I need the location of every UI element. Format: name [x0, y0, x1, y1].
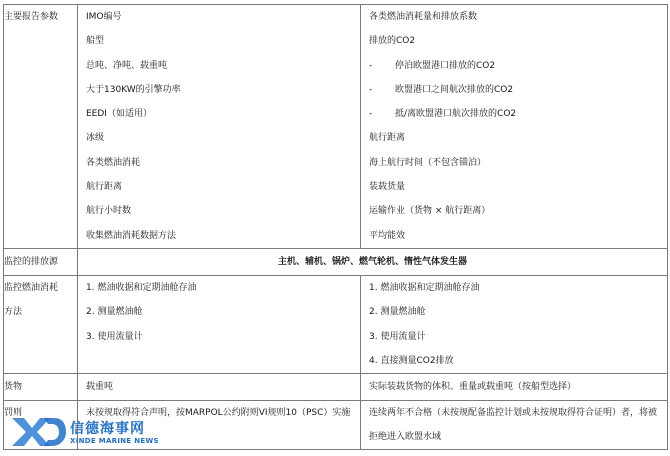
regulation-comparison-table: [3, 4, 668, 450]
list-item: 各类燃油消耗: [86, 157, 141, 168]
list-item: 载重吨: [86, 382, 114, 393]
list-item: 1. 燃油收据和定期油舱存油: [86, 282, 197, 293]
list-item: 连续两年不合格（未按规配备监控计划或未按规取得符合证明）者，将被拒绝进入欧盟水域: [369, 408, 658, 443]
logo-chinese-text: 信德海事网: [70, 421, 145, 437]
table-row: [4, 374, 668, 401]
dash-marker: -: [369, 109, 373, 120]
category-label: 罚则: [4, 408, 23, 419]
category-cell: [4, 5, 78, 249]
category-label: 监控的排放源: [4, 256, 59, 267]
list-item: 平均能效: [369, 230, 406, 241]
xinde-marine-news-logo: [10, 412, 160, 452]
imo-dcs-cell: [78, 5, 361, 249]
list-item: IMO编号: [86, 12, 122, 22]
list-item: 收集燃油消耗数据方法: [86, 230, 177, 241]
merged-cell: 主机、辅机、锅炉、燃气轮机、惰性气体发生器: [78, 248, 668, 275]
list-item: - 抵/离欧盟港口航次排放的CO2: [361, 102, 667, 126]
list-item: 2. 测量燃油舱: [369, 307, 426, 318]
table-row: [4, 248, 668, 275]
list-item: 航行距离: [369, 133, 406, 144]
list-item: 运输作业（货物 × 航行距离）: [369, 206, 491, 217]
list-item: 大于130KW的引擎功率: [86, 84, 181, 95]
list-item: 冰级: [86, 133, 105, 144]
xd-logo-icon: [10, 414, 66, 448]
eu-mrv-cell: [361, 401, 668, 450]
category-label: 主要报告参数: [4, 12, 59, 22]
list-item: 3. 使用流量计: [369, 331, 426, 342]
list-item: 排放的CO2: [369, 36, 416, 47]
list-item: 实际装载货物的体积、重量或载重吨（按船型选择）: [369, 382, 577, 393]
dash-marker: -: [369, 84, 373, 95]
dash-marker: -: [369, 60, 373, 71]
list-item: - 停泊欧盟港口排放的CO2: [361, 54, 667, 78]
table-row: [4, 275, 668, 373]
list-item: 2. 测量燃油舱: [86, 307, 143, 318]
list-item: 3. 使用流量计: [86, 331, 143, 342]
imo-dcs-cell: [78, 374, 361, 401]
list-item: 装载货量: [369, 182, 406, 193]
category-label: 监控燃油消耗: [4, 282, 59, 293]
imo-dcs-cell: [78, 275, 361, 373]
list-item: 航行小时数: [86, 206, 132, 217]
list-item: 未按规取得符合声明，按MARPOL公约附则VI规则10（PSC）实施: [86, 408, 351, 419]
category-label: 货物: [4, 382, 23, 393]
list-item: EEDI（如适用）: [86, 109, 152, 120]
list-item: 海上航行时间（不包含锚泊）: [369, 157, 487, 168]
table-row: [4, 5, 668, 249]
list-item: 总吨、净吨、载重吨: [86, 60, 168, 71]
logo-english-text: XINDE MARINE NEWS: [70, 437, 159, 445]
category-cell: [4, 374, 78, 401]
list-item: 4. 直接测量CO2排放: [369, 355, 454, 366]
list-item: - 欧盟港口之间航次排放的CO2: [361, 78, 667, 102]
eu-mrv-cell: [361, 374, 668, 401]
category-cell: [4, 275, 78, 373]
category-label: 方法: [4, 307, 23, 318]
eu-mrv-cell: [361, 5, 668, 249]
list-item: 各类燃油消耗量和排放系数: [369, 12, 478, 22]
list-item: 船型: [86, 36, 105, 47]
category-cell: [4, 248, 78, 275]
eu-mrv-cell: [361, 275, 668, 373]
list-item: 航行距离: [86, 182, 123, 193]
list-item: 1. 燃油收据和定期油舱存油: [369, 282, 480, 293]
